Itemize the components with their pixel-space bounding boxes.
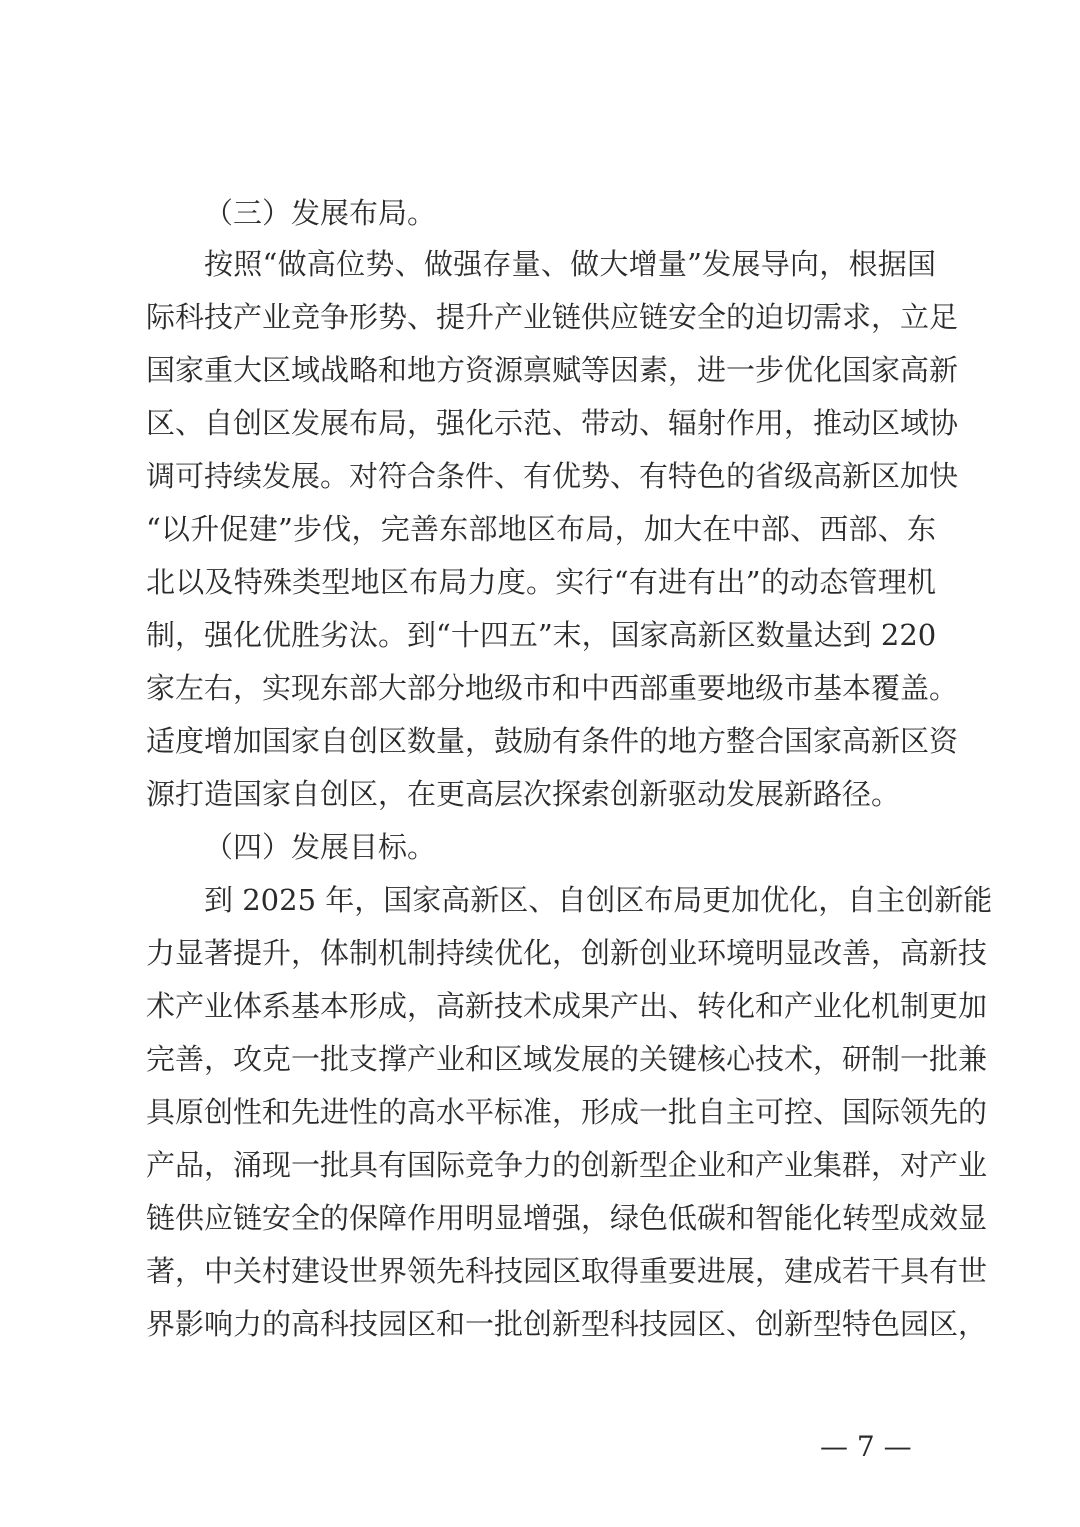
paragraph-line: 链供应链安全的保障作用明显增强，绿色低碳和智能化转型成效显 — [146, 1201, 988, 1235]
page-number: — 7 — — [820, 1430, 912, 1463]
paragraph-line: 区、自创区发展布局，强化示范、带动、辐射作用，推动区域协 — [146, 406, 959, 440]
paragraph-line: “以升促建”步伐，完善东部地区布局，加大在中部、西部、东 — [146, 512, 936, 546]
paragraph-line: 源打造国家自创区，在更高层次探索创新驱动发展新路径。 — [146, 777, 901, 811]
paragraph-line: 家左右，实现东部大部分地级市和中西部重要地级市基本覆盖。 — [146, 671, 959, 705]
paragraph-line: 适度增加国家自创区数量，鼓励有条件的地方整合国家高新区资 — [146, 724, 959, 758]
paragraph-line: 到 2025 年，国家高新区、自创区布局更加优化，自主创新能 — [204, 883, 993, 917]
paragraph-line: 术产业体系基本形成，高新技术成果产出、转化和产业化机制更加 — [146, 989, 988, 1023]
paragraph-line: 北以及特殊类型地区布局力度。实行“有进有出”的动态管理机 — [146, 565, 936, 599]
paragraph-line: 产品，涌现一批具有国际竞争力的创新型企业和产业集群，对产业 — [146, 1148, 988, 1182]
paragraph-line: 际科技产业竞争形势、提升产业链供应链安全的迫切需求，立足 — [146, 300, 959, 334]
paragraph-line: 制，强化优胜劣汰。到“十四五”末，国家高新区数量达到 220 — [146, 618, 937, 652]
section-heading-development-goals: （四）发展目标。 — [204, 830, 437, 864]
paragraph-line: 力显著提升，体制机制持续优化，创新创业环境明显改善，高新技 — [146, 936, 988, 970]
section-heading-development-layout: （三）发展布局。 — [204, 196, 437, 230]
paragraph-line: 国家重大区域战略和地方资源禀赋等因素，进一步优化国家高新 — [146, 353, 959, 387]
paragraph-line: 完善，攻克一批支撑产业和区域发展的关键核心技术，研制一批兼 — [146, 1042, 988, 1076]
paragraph-line: 具原创性和先进性的高水平标准，形成一批自主可控、国际领先的 — [146, 1095, 988, 1129]
paragraph-line: 界影响力的高科技园区和一批创新型科技园区、创新型特色园区， — [146, 1307, 988, 1341]
paragraph-line: 按照“做高位势、做强存量、做大增量”发展导向，根据国 — [204, 247, 936, 281]
paragraph-line: 调可持续发展。对符合条件、有优势、有特色的省级高新区加快 — [146, 459, 959, 493]
paragraph-line: 著，中关村建设世界领先科技园区取得重要进展，建成若干具有世 — [146, 1254, 988, 1288]
